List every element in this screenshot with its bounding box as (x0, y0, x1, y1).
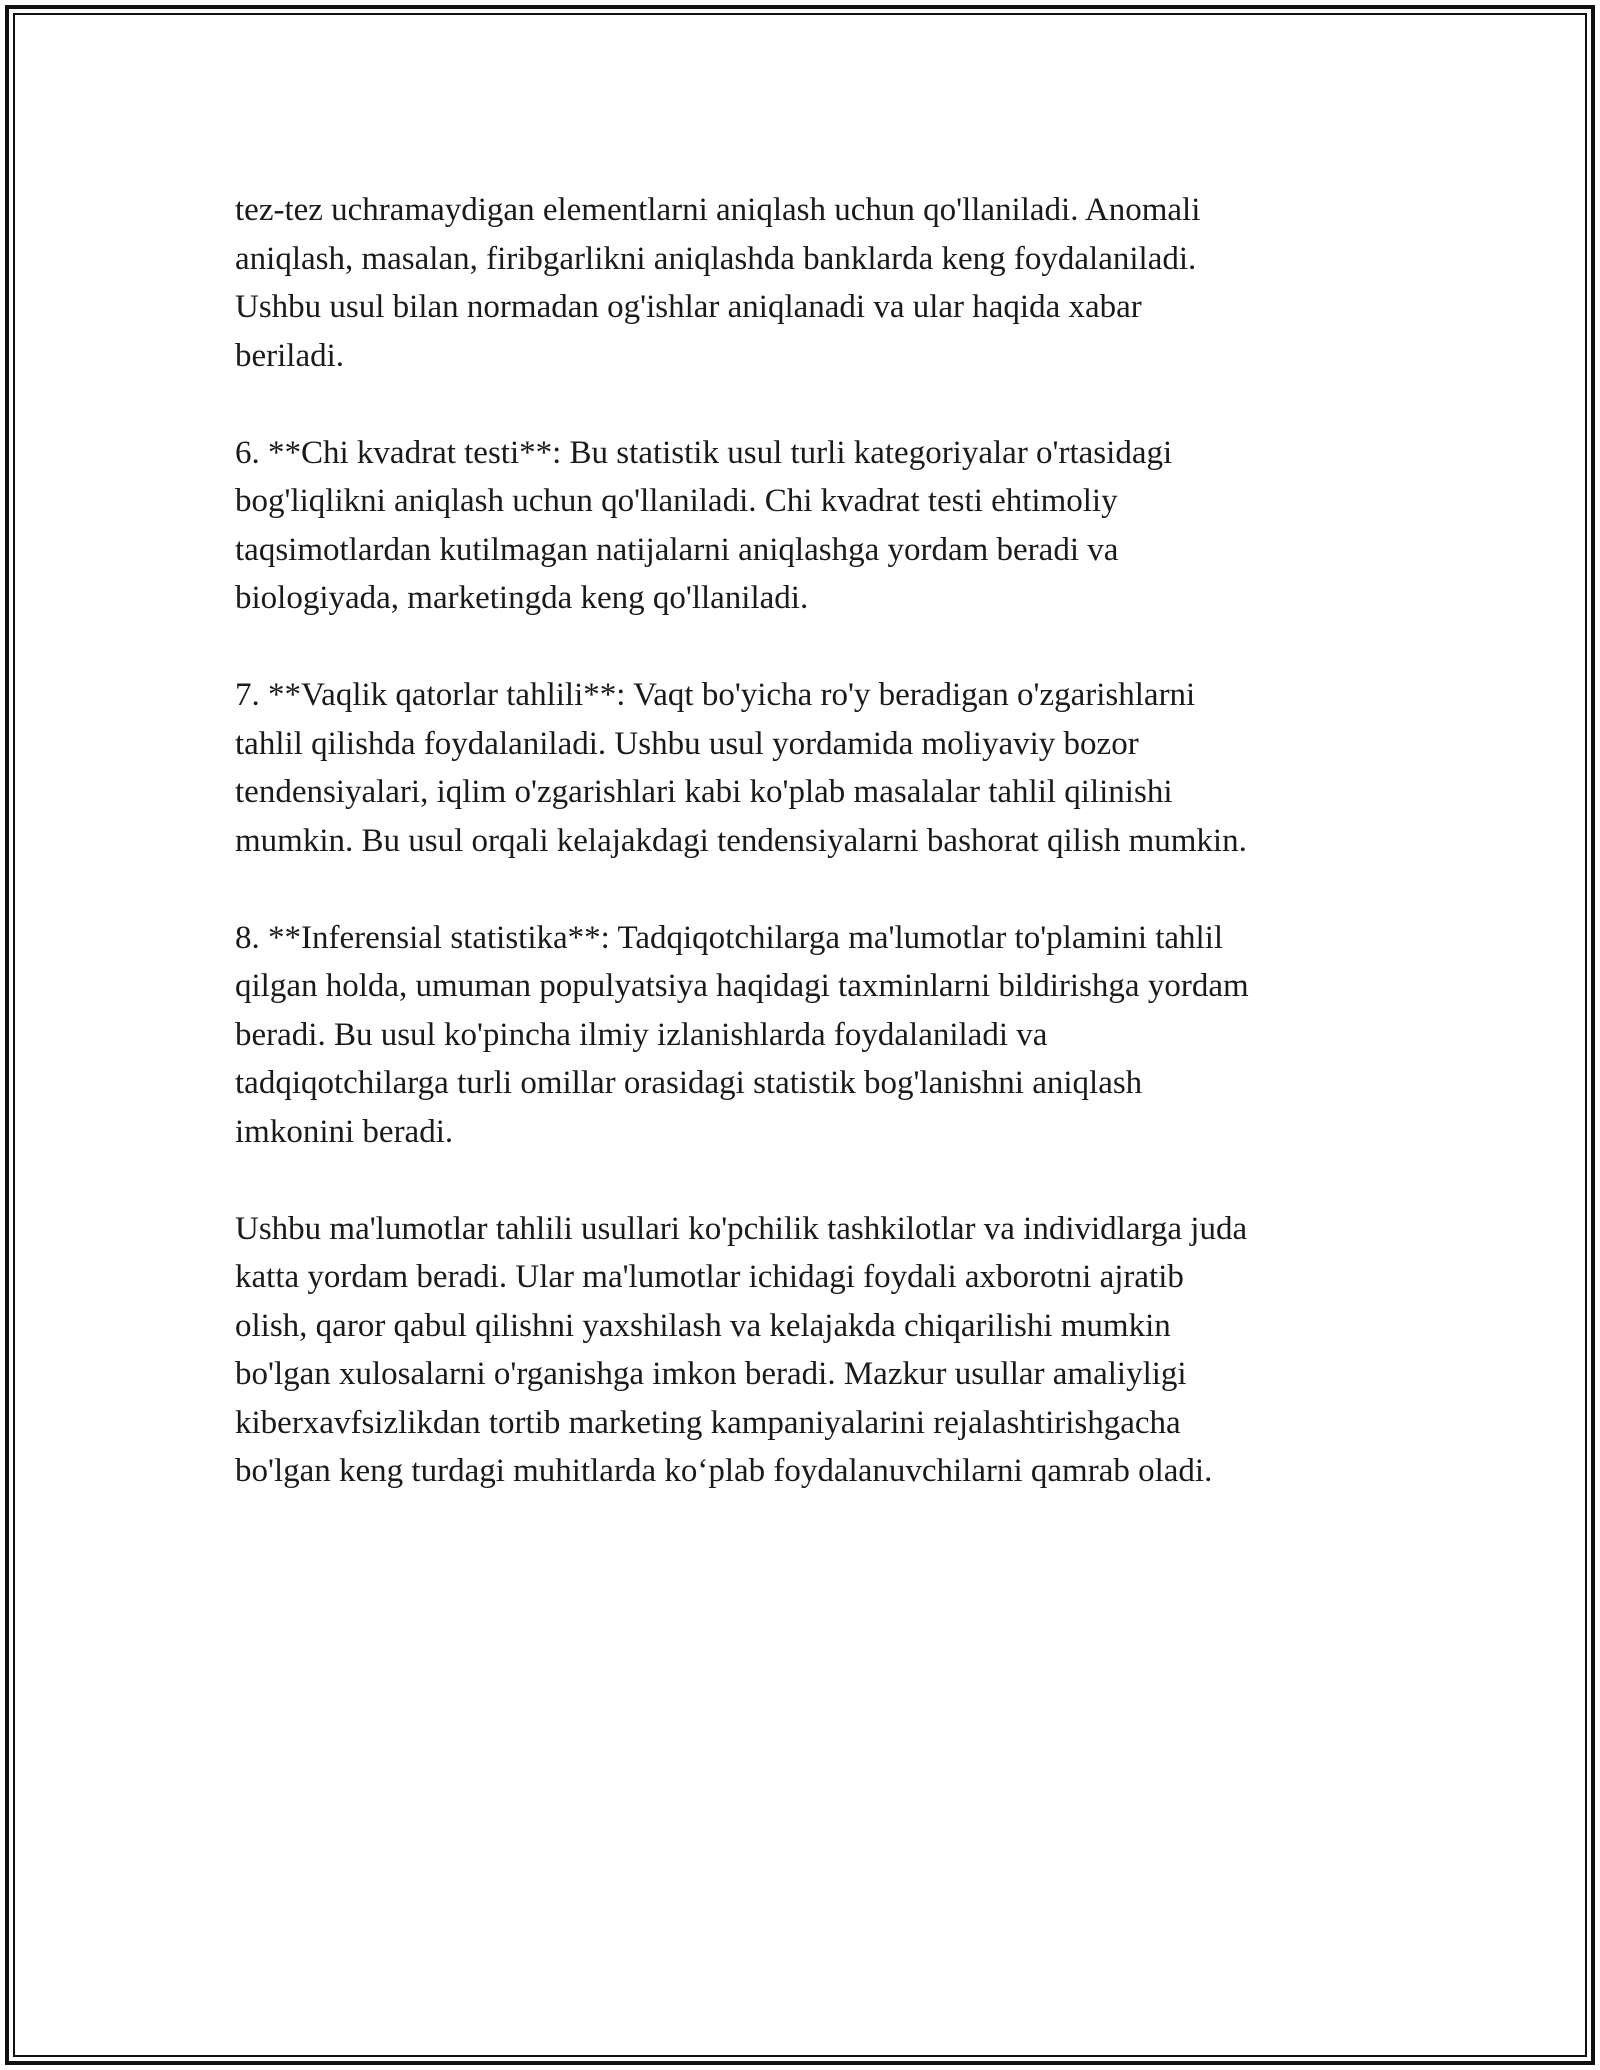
text-line: tadqiqotchilarga turli omillar orasidagi statistik bog'lanishni aniqlash (235, 1065, 1143, 1101)
text-line: biologiyada, marketingda keng qo'llaniladi. (235, 580, 809, 616)
document-body (235, 186, 1375, 1544)
paragraph-chi-square-test (235, 429, 1375, 623)
text-line: qilgan holda, umuman populyatsiya haqidagi taxminlarni bildirishga yordam (235, 968, 1249, 1004)
text-line: bog'liqlikni aniqlash uchun qo'llaniladi. Chi kvadrat testi ehtimoliy (235, 483, 1118, 519)
text-line: tahlil qilishda foydalaniladi. Ushbu usul yordamida moliyaviy bozor (235, 725, 1139, 762)
text-line: bo'lgan xulosalarni o'rganishga imkon beradi. Mazkur usullar amaliyligi (235, 1356, 1187, 1392)
text-line: 7. **Vaqlik qatorlar tahlili**: Vaqt bo'yicha ro'y beradigan o'zgarishlarni (235, 677, 1196, 713)
text-line: Ushbu ma'lumotlar tahlili usullari ko'pchilik tashkilotlar va individlarga juda (235, 1210, 1248, 1247)
text-line: 6. **Chi kvadrat testi**: Bu statistik usul turli kategoriyalar o'rtasidagi (235, 434, 1173, 471)
paragraph-conclusion (235, 1205, 1375, 1496)
paragraph-time-series-analysis (235, 671, 1375, 865)
text-line: kiberxavfsizlikdan tortib marketing kampaniyalarini rejalashtirishgacha (235, 1404, 1181, 1441)
text-line: katta yordam beradi. Ular ma'lumotlar ichidagi foydali axborotni ajratib (235, 1259, 1184, 1295)
text-line: 8. **Inferensial statistika**: Tadqiqotchilarga ma'lumotlar to'plamini tahlil (235, 919, 1224, 956)
paragraph-anomaly-detection (235, 186, 1375, 380)
text-line: tez-tez uchramaydigan elementlarni aniqlash uchun qo'llaniladi. Anomali (235, 192, 1201, 228)
text-line: beriladi. (235, 337, 345, 374)
text-line: imkonini beradi. (235, 1113, 454, 1150)
paragraph-inferential-statistics (235, 914, 1375, 1157)
text-line: aniqlash, masalan, firibgarlikni aniqlashda banklarda keng foydalaniladi. (235, 240, 1197, 277)
text-line: beradi. Bu usul ko'pincha ilmiy izlanishlarda foydalaniladi va (235, 1016, 1048, 1053)
text-line: mumkin. Bu usul orqali kelajakdagi tendensiyalarni bashorat qilish mumkin. (235, 822, 1247, 859)
text-line: olish, qaror qabul qilishni yaxshilash va kelajakda chiqarilishi mumkin (235, 1307, 1171, 1344)
text-line: tendensiyalari, iqlim o'zgarishlari kabi ko'plab masalalar tahlil qilinishi (235, 774, 1173, 810)
text-line: bo'lgan keng turdagi muhitlarda ko‘plab foydalanuvchilarni qamrab oladi. (235, 1453, 1213, 1489)
text-line: taqsimotlardan kutilmagan natijalarni aniqlashga yordam beradi va (235, 531, 1119, 568)
text-line: Ushbu usul bilan normadan og'ishlar aniqlanadi va ular haqida xabar (235, 289, 1142, 325)
